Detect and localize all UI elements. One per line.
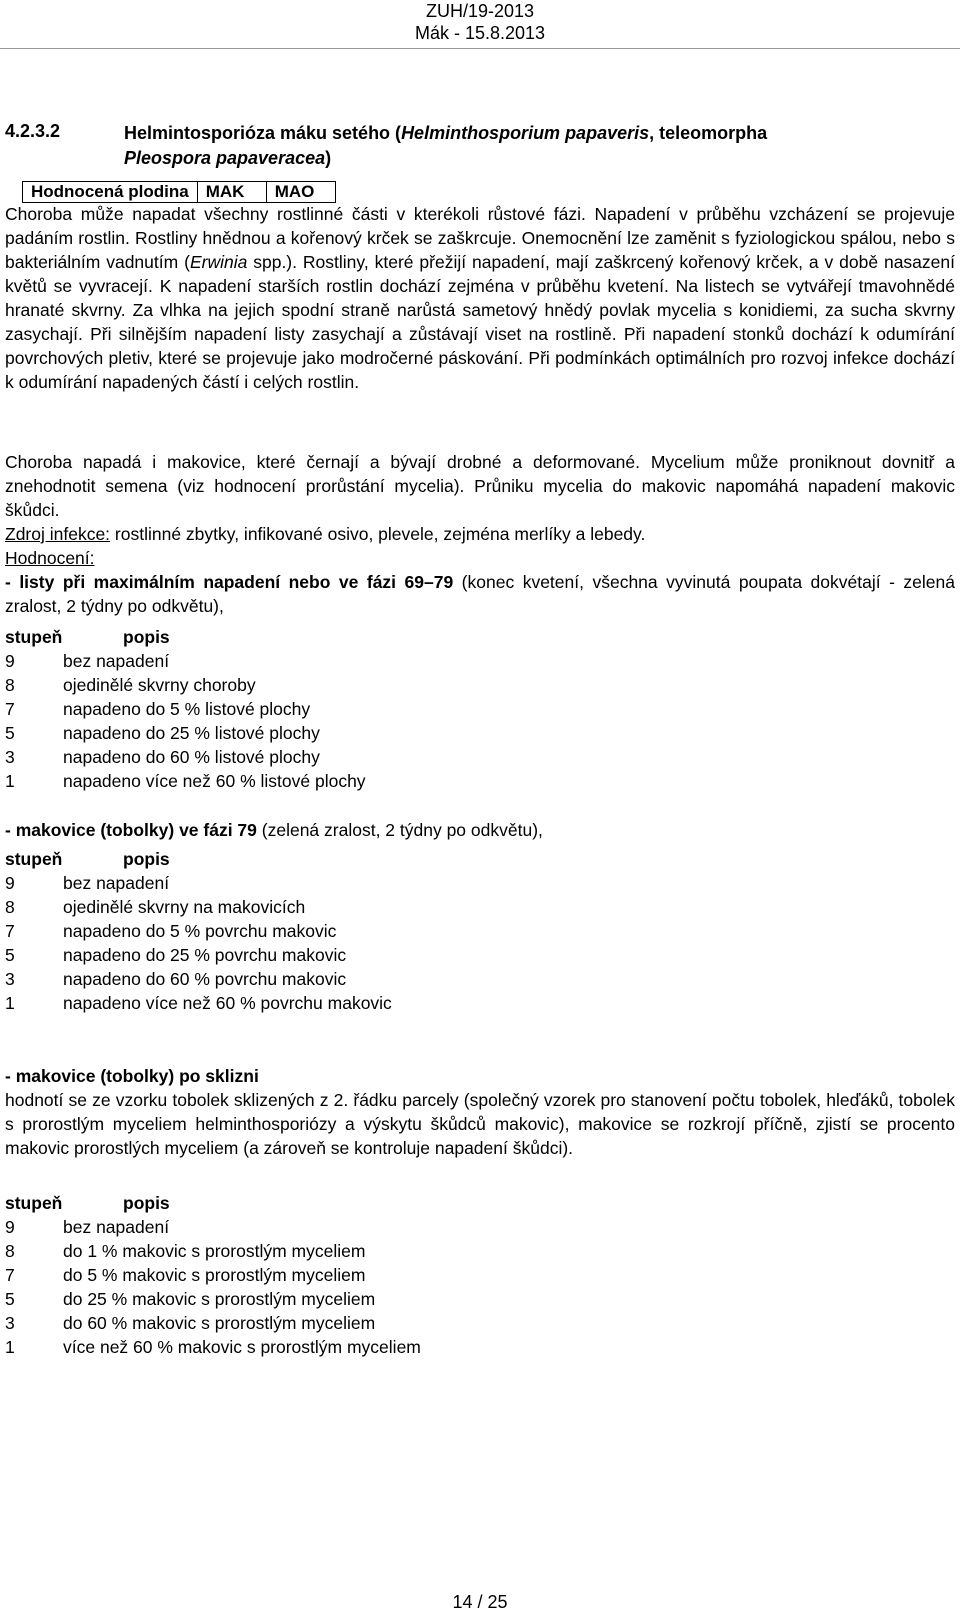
crop-table-label: Hodnocená plodina (23, 182, 198, 203)
grade-description: napadeno do 25 % povrchu makovic (63, 945, 347, 965)
grade-value: 1 (5, 771, 15, 791)
grade-description: bez napadení (63, 873, 170, 893)
capsules-harvest-row (5, 1287, 705, 1311)
capsules-field-row (5, 919, 705, 943)
leaves-intro-bold: - listy při maximálním napadení nebo ve fázi 69–79 (5, 572, 454, 592)
capsules-harvest-row (5, 1335, 705, 1359)
grade-value: 5 (5, 945, 15, 965)
grade-description: napadeno do 60 % povrchu makovic (63, 969, 347, 989)
leaves-scale-header (5, 625, 605, 649)
grade-description: ojedinělé skvrny na makovicích (63, 897, 306, 917)
leaves-row (5, 769, 705, 793)
grade-description: do 5 % makovic s prorostlým myceliem (63, 1265, 366, 1285)
capsules-harvest-row (5, 1239, 705, 1263)
capsules-harvest-scale-header (5, 1191, 605, 1215)
grade-value: 8 (5, 1241, 15, 1261)
leaves-row (5, 697, 705, 721)
section-title-prefix: Helmintosporióza máku setého ( (124, 123, 402, 143)
grade-description: do 25 % makovic s prorostlým myceliem (63, 1289, 376, 1309)
grade-value: 7 (5, 921, 15, 941)
leaves-row (5, 721, 705, 745)
page-number: 14 / 25 (452, 1592, 508, 1612)
grade-value: 1 (5, 1337, 15, 1357)
capsules-field-row (5, 943, 705, 967)
grade-description: bez napadení (63, 1217, 170, 1237)
grade-description: bez napadení (63, 651, 170, 671)
grade-value: 9 (5, 651, 15, 671)
capsules-field-grade-header: stupeň (5, 849, 63, 869)
capsules-harvest-title: - makovice (tobolky) po sklizni (5, 1066, 259, 1086)
infection-source (5, 522, 645, 546)
grade-value: 3 (5, 747, 15, 767)
leaves-intro (5, 570, 955, 618)
grade-value: 3 (5, 1313, 15, 1333)
grade-description: napadeno více než 60 % povrchu makovic (63, 993, 392, 1013)
capsules-field-desc-header: popis (123, 849, 170, 869)
capsules-harvest-row (5, 1263, 705, 1287)
grade-description: napadeno více než 60 % listové plochy (63, 771, 366, 791)
leaves-row (5, 649, 705, 673)
crop-table (22, 181, 336, 203)
description-paragraph-2: Choroba napadá i makovice, které černají a bývají drobné a deformované. Mycelium může proniknout dovnitř a znehodnotit semena (viz hodnocení prorůstání mycelia). Průniku mycelia do makovic napomáhá napadení makovic škůdci. (5, 452, 955, 520)
grade-description: napadeno do 5 % listové plochy (63, 699, 311, 719)
capsules-field-row (5, 967, 705, 991)
header-divider (0, 48, 960, 49)
capsules-field-intro-rest: (zelená zralost, 2 týdny po odkvětu), (256, 820, 543, 840)
section-title-pathogen: Helminthosporium papaveris (401, 123, 650, 143)
section-title (124, 121, 954, 171)
header-doc-code: ZUH/19-2013 (425, 1, 535, 21)
grade-value: 7 (5, 1265, 15, 1285)
capsules-field-row (5, 895, 705, 919)
section-title-mid: , teleomorpha (649, 123, 768, 143)
capsules-field-intro (5, 818, 543, 842)
grade-description: ojedinělé skvrny choroby (63, 675, 256, 695)
capsules-harvest-row (5, 1215, 705, 1239)
description-text-b: spp.). Rostliny, které přežijí napadení, mají zaškrcený kořenový krček, a v době nasazení květů se vyvracejí. K napadení starších rostlin dochází zejména v průběhu kvetení. Na listech se vytvářejí tmavohnědé hranaté skvrny. Za vlhka na jejich spodní straně narůstá sametový hnědý povlak mycelia s konidiemi, za sucha skvrny zasychají. Při silnějším napadení listy zasychají a zůstávají viset na rostlině. Při napadení stonků dochází k odumírání povrchových pletiv, které se projevuje jako modročerné páskování. Při podmínkách optimálních pro rozvoj infekce dochází k odumírání napadených částí i celých rostlin. (5, 252, 955, 392)
grade-description: do 1 % makovic s prorostlým myceliem (63, 1241, 366, 1261)
capsules-field-row (5, 991, 705, 1015)
leaves-row (5, 673, 705, 697)
capsules-field-row (5, 871, 705, 895)
leaves-grade-header: stupeň (5, 627, 63, 647)
crop-table-mao: MAO (266, 182, 335, 203)
grade-description: více než 60 % makovic s prorostlým myceliem (63, 1337, 421, 1357)
capsules-harvest-grade-header: stupeň (5, 1193, 63, 1213)
description-erwinia: Erwinia (189, 252, 248, 272)
capsules-harvest-desc-header: popis (123, 1193, 170, 1213)
grade-description: do 60 % makovic s prorostlým myceliem (63, 1313, 376, 1333)
grade-value: 1 (5, 993, 15, 1013)
description-text-a: Choroba může napadat všechny rostlinné části v kterékoli růstové fázi. Napadení v průběhu vzcházení se projevuje padáním rostlin. Rostliny hnědnou a kořenový krček se zaškrcuje. Onemocnění lze zaměnit s fyziologickou spálou, nebo s bakteriálním vadnutím ( (5, 204, 955, 272)
infection-source-text: rostlinné zbytky, infikované osivo, plevele, zejména merlíky a lebedy. (110, 524, 646, 544)
capsules-field-scale-header (5, 847, 605, 871)
grade-description: napadeno do 5 % povrchu makovic (63, 921, 337, 941)
description-paragraph-1 (5, 202, 955, 394)
grade-value: 9 (5, 873, 15, 893)
leaves-desc-header: popis (123, 627, 170, 647)
section-title-suffix: ) (325, 148, 332, 168)
evaluation-label: Hodnocení: (5, 548, 95, 568)
leaves-row (5, 745, 705, 769)
grade-description: napadeno do 25 % listové plochy (63, 723, 320, 743)
grade-value: 7 (5, 699, 15, 719)
grade-value: 8 (5, 897, 15, 917)
grade-value: 3 (5, 969, 15, 989)
capsules-harvest-text: hodnotí se ze vzorku tobolek sklizených z 2. řádku parcely (společný vzorek pro stanovení počtu tobolek, hleďáků, tobolek s prorostlým myceliem helminthosporiózy a výskytu škůdců makovic), makovice se rozkrojí příčně, zjistí se procento makovic prorostlých myceliem (a zároveň se kontroluje napadení škůdci). (5, 1090, 955, 1158)
header-date: Mák - 15.8.2013 (414, 23, 546, 43)
capsules-field-intro-bold: - makovice (tobolky) ve fázi 79 (5, 820, 257, 840)
grade-value: 8 (5, 675, 15, 695)
grade-value: 9 (5, 1217, 15, 1237)
capsules-harvest-row (5, 1311, 705, 1335)
section-number: 4.2.3.2 (5, 121, 61, 141)
grade-value: 5 (5, 723, 15, 743)
section-title-teleomorph: Pleospora papaveracea (124, 148, 326, 168)
grade-description: napadeno do 60 % listové plochy (63, 747, 320, 767)
leaves-intro-rest: (konec kvetení, všechna vyvinutá poupata dokvétají - zelená zralost, 2 týdny po odkvětu), (5, 572, 955, 616)
grade-value: 5 (5, 1289, 15, 1309)
crop-table-mak: MAK (197, 182, 266, 203)
infection-source-label: Zdroj infekce: (5, 524, 111, 544)
